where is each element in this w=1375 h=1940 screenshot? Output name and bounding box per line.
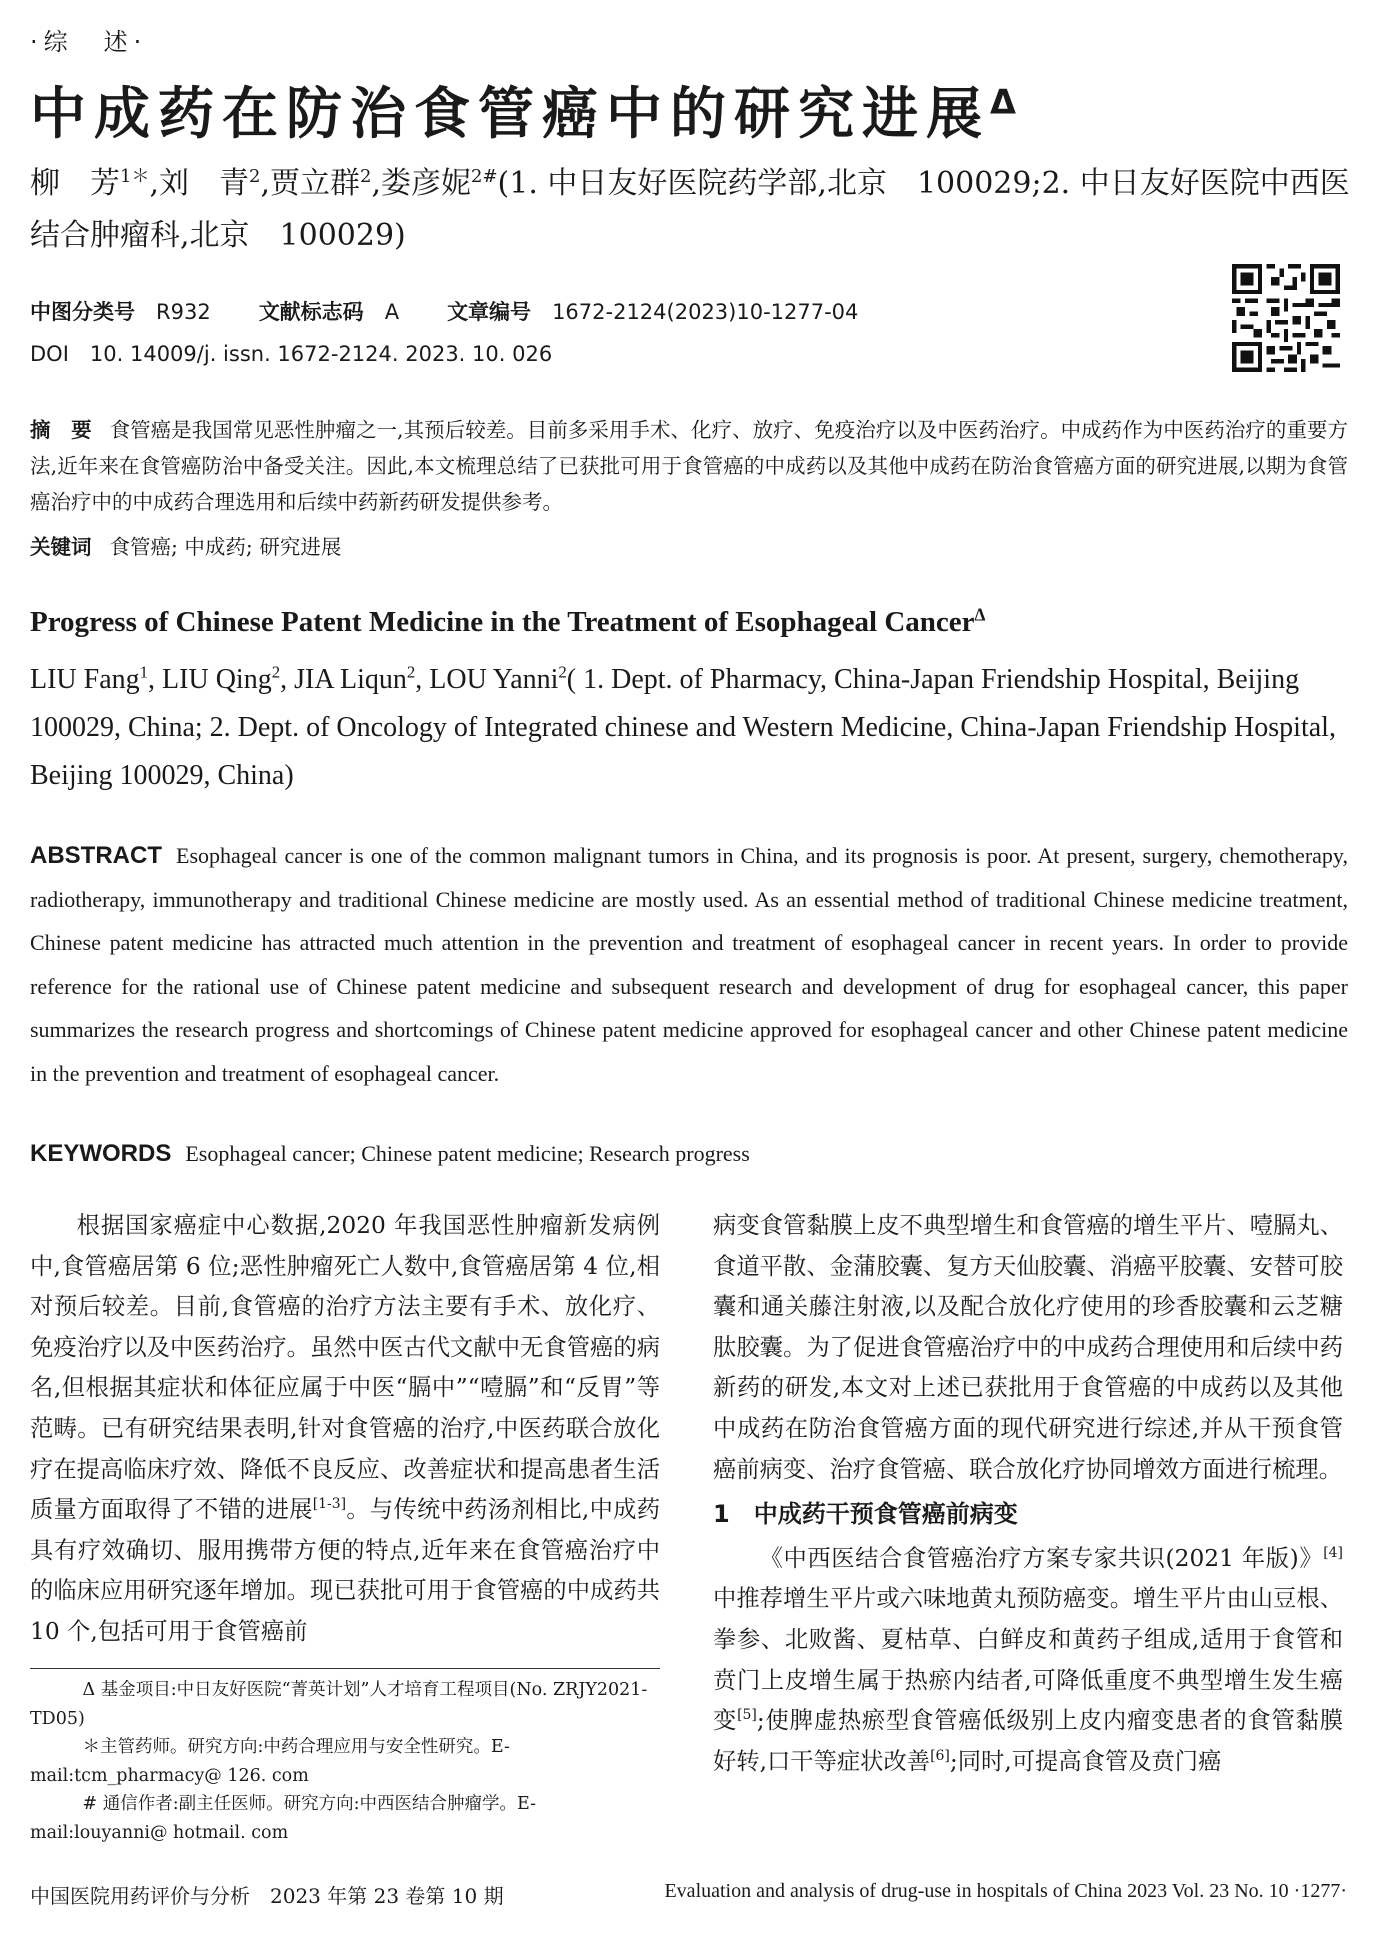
- abstract-en-text: Esophageal cancer is one of the common malignant tumors in China, and its prognosis is poor. At present, surgery, chemotherapy, radiotherapy, immunotherapy and traditional Chinese medicine are mostly used. As an essential method of traditional Chinese medicine treatment, Chinese patent medicine has attracted much attention in the prevention and treatment of esophageal cancer in recent years. In order to provide reference for the rational use of Chinese patent medicine and subsequent research and development of drug for esophageal cancer, this paper summarizes the research progress and shortcomings of Chinese patent medicine approved for esophageal cancer and other Chinese patent medicine in the prevention and treatment of esophageal cancer.: [30, 843, 1348, 1086]
- abstract-en-label: ABSTRACT: [30, 842, 162, 869]
- doccode-value: A: [384, 300, 400, 324]
- section-title: 中成药干预食管癌前病变: [753, 1500, 1018, 1529]
- section-heading: [713, 1494, 1343, 1535]
- section-tag: ·综 述·: [30, 28, 148, 56]
- article-title-en: [30, 606, 985, 639]
- author-en-sup: 2: [558, 662, 567, 682]
- footnote-fund: Δ 基金项目:中日友好医院“菁英计划”人才培育工程项目(No. ZRJY2021-TD05): [30, 1680, 648, 1729]
- abstract-cn-label: 摘 要: [30, 418, 92, 442]
- body-text: 根据国家癌症中心数据,2020 年我国恶性肿瘤新发病例中,食管癌居第 6 位;恶性肿瘤死亡人数中,食管癌居第 4 位,相对预后较差。目前,食管癌的治疗方法主要有手术、放化疗、免疫治疗以及中医药治疗。虽然中医古代文献中无食管癌的病名,但根据其症状和体征应属于中医“膈中”“噎膈”和“反胃”等范畴。已有研究结果表明,针对食管癌的治疗,中医药联合放化疗在提高临床疗效、降低不良反应、改善症状和提高患者生活质量方面取得了不错的进展: [30, 1212, 660, 1524]
- citation: [6]: [930, 1747, 950, 1764]
- author-en: LIU Fang: [30, 664, 140, 695]
- abstract-cn: [30, 412, 1348, 520]
- doi-line: [30, 338, 552, 368]
- footnote-first-author: ＊主管药师。研究方向:中药合理应用与安全性研究。E-mail:tcm_pharmacy@ 126. com: [30, 1737, 510, 1786]
- article-title-cn: [30, 70, 1024, 150]
- title-en-mark: Δ: [974, 604, 986, 625]
- author-cn: 柳 芳: [30, 166, 120, 201]
- footer-journal-en: Evaluation and analysis of drug-use in hospitals of China 2023 Vol. 23 No. 10 ·1277·: [664, 1880, 1347, 1902]
- qr-code-icon: [1232, 264, 1340, 372]
- abstract-en: [30, 834, 1348, 1095]
- clc-value: R932: [156, 300, 211, 324]
- author-cn-sup: 1＊: [120, 166, 150, 187]
- body-text: 中推荐增生平片或六味地黄丸预防癌变。增生平片由山豆根、拳参、北败酱、夏枯草、白鲜皮和黄药子组成,适用于食管和贲门上皮增生属于热瘀内结者,可降低重度不典型增生发生癌变: [713, 1585, 1343, 1735]
- doi-value: 10. 14009/j. issn. 1672-2124. 2023. 10. 026: [89, 342, 553, 366]
- keywords-cn-label: 关键词: [30, 535, 92, 559]
- keywords-cn-text: 食管癌; 中成药; 研究进展: [109, 535, 342, 559]
- citation: [5]: [737, 1707, 757, 1724]
- affiliations-en: ( 1. Dept. of Pharmacy, China-Japan Friendship Hospital, Beijing 100029, China; 2. Dept. of Oncology of Integrated chinese and Western Medicine, China-Japan Friendship Hospital, Beijing 100029, China): [30, 664, 1336, 791]
- body-text: ;使脾虚热瘀型食管癌低级别上皮内瘤变患者的食管黏膜好转,口干等症状改善: [713, 1707, 1343, 1775]
- body-paragraph: [713, 1539, 1343, 1783]
- clc-label: 中图分类号: [30, 300, 135, 324]
- body-text: 《中西医结合食管癌治疗方案专家共识(2021 年版)》: [759, 1544, 1324, 1572]
- footnotes: [30, 1676, 660, 1847]
- author-cn: 刘 青: [159, 166, 249, 201]
- title-en-text: Progress of Chinese Patent Medicine in the Treatment of Esophageal Cancer: [30, 606, 975, 638]
- author-cn-sup: 2: [249, 166, 261, 187]
- author-en: LIU Qing: [162, 664, 272, 695]
- keywords-cn: [30, 530, 341, 560]
- author-en-sup: 2: [406, 662, 416, 682]
- keywords-en-text: Esophageal cancer; Chinese patent medicine; Research progress: [185, 1141, 750, 1166]
- authors-en: LIU Fang$^1$, LIU Qing$^2$, JIA Liqun$^2$, LOU Yanni$^2$( 1. Dept. of Pharmacy, China-Japan Friendship Hospital, Beijing 100029, China; 2. Dept. of Oncology of Integrated chinese and Western Medicine, China-Japan Friendship Hospital, Beijing 100029, China): [30, 662, 1336, 791]
- title-cn-text: 中成药在防治食管癌中的研究进展: [30, 82, 990, 147]
- footnote-rule: [30, 1668, 660, 1669]
- doccode-label: 文献标志码: [258, 300, 364, 324]
- article-number-value: 1672-2124(2023)10-1277-04: [552, 300, 859, 324]
- section-number: 1: [713, 1500, 730, 1529]
- affiliations-cn: (1. 中日友好医院药学部,北京 100029;2. 中日友好医院中西医结合肿瘤科,北京 100029): [30, 166, 1350, 253]
- citation: [1-3]: [312, 1496, 347, 1513]
- doi-label: DOI: [30, 342, 69, 366]
- author-cn: 娄彦妮: [381, 166, 471, 201]
- author-en: JIA Liqun: [294, 664, 407, 695]
- author-en-sup: 1: [139, 662, 149, 682]
- body-paragraph: 病变食管黏膜上皮不典型增生和食管癌的增生平片、噎膈丸、食道平散、金蒲胶囊、复方天仙胶囊、消癌平胶囊、安替可胶囊和通关藤注射液,以及配合放化疗使用的珍香胶囊和云芝糖肽胶囊。为了促进食管癌治疗中的中成药合理使用和后续中药新药的研发,本文对上述已获批用于食管癌的中成药以及其他中成药在防治食管癌方面的现代研究进行综述,并从干预食管癌前病变、治疗食管癌、联合放化疗协同增效方面进行梳理。: [713, 1212, 1343, 1483]
- author-en: LOU Yanni: [429, 664, 559, 695]
- footnote-corresponding: # 通信作者:副主任医师。研究方向:中西医结合肿瘤学。E-mail:louyanni@ hotmail. com: [30, 1794, 537, 1843]
- footer-journal-cn: 中国医院用药评价与分析 2023 年第 23 卷第 10 期: [30, 1884, 504, 1908]
- article-number-label: 文章编号: [447, 300, 532, 324]
- authors-cn: 柳 芳$^{1*}$,刘 青$^2$,贾立群$^2$,娄彦妮$^{2\#}$(1. 中日友好医院药学部,北京 100029;2. 中日友好医院中西医结合肿瘤科,北京 100029): [30, 166, 1350, 253]
- author-en-sup: 2: [271, 662, 281, 682]
- citation: [4]: [1323, 1544, 1343, 1561]
- body-text: ;同时,可提高食管及贲门癌: [949, 1747, 1222, 1775]
- article-meta: [30, 296, 858, 326]
- body-left-column: [30, 1206, 660, 1653]
- author-cn: 贾立群: [270, 166, 360, 201]
- body-text: 。与传统中药汤剂相比,中成药具有疗效确切、服用携带方便的特点,近年来在食管癌治疗中的临床应用研究逐年增加。现已获批可用于食管癌的中成药共 10 个,包括可用于食管癌前: [30, 1496, 661, 1645]
- keywords-en: [30, 1140, 750, 1168]
- abstract-cn-text: 食管癌是我国常见恶性肿瘤之一,其预后较差。目前多采用手术、化疗、放疗、免疫治疗以及中医药治疗。中成药作为中医药治疗的重要方法,近年来在食管癌防治中备受关注。因此,本文梳理总结了已获批可用于食管癌的中成药以及其他中成药在防治食管癌方面的研究进展,以期为食管癌治疗中的中成药合理选用和后续中药新药研发提供参考。: [30, 418, 1349, 514]
- author-cn-sup: 2: [360, 166, 372, 187]
- body-right-column: [713, 1206, 1343, 1782]
- keywords-en-label: KEYWORDS: [30, 1140, 172, 1167]
- title-cn-mark: Δ: [990, 82, 1024, 122]
- author-cn-sup: 2#: [471, 166, 498, 187]
